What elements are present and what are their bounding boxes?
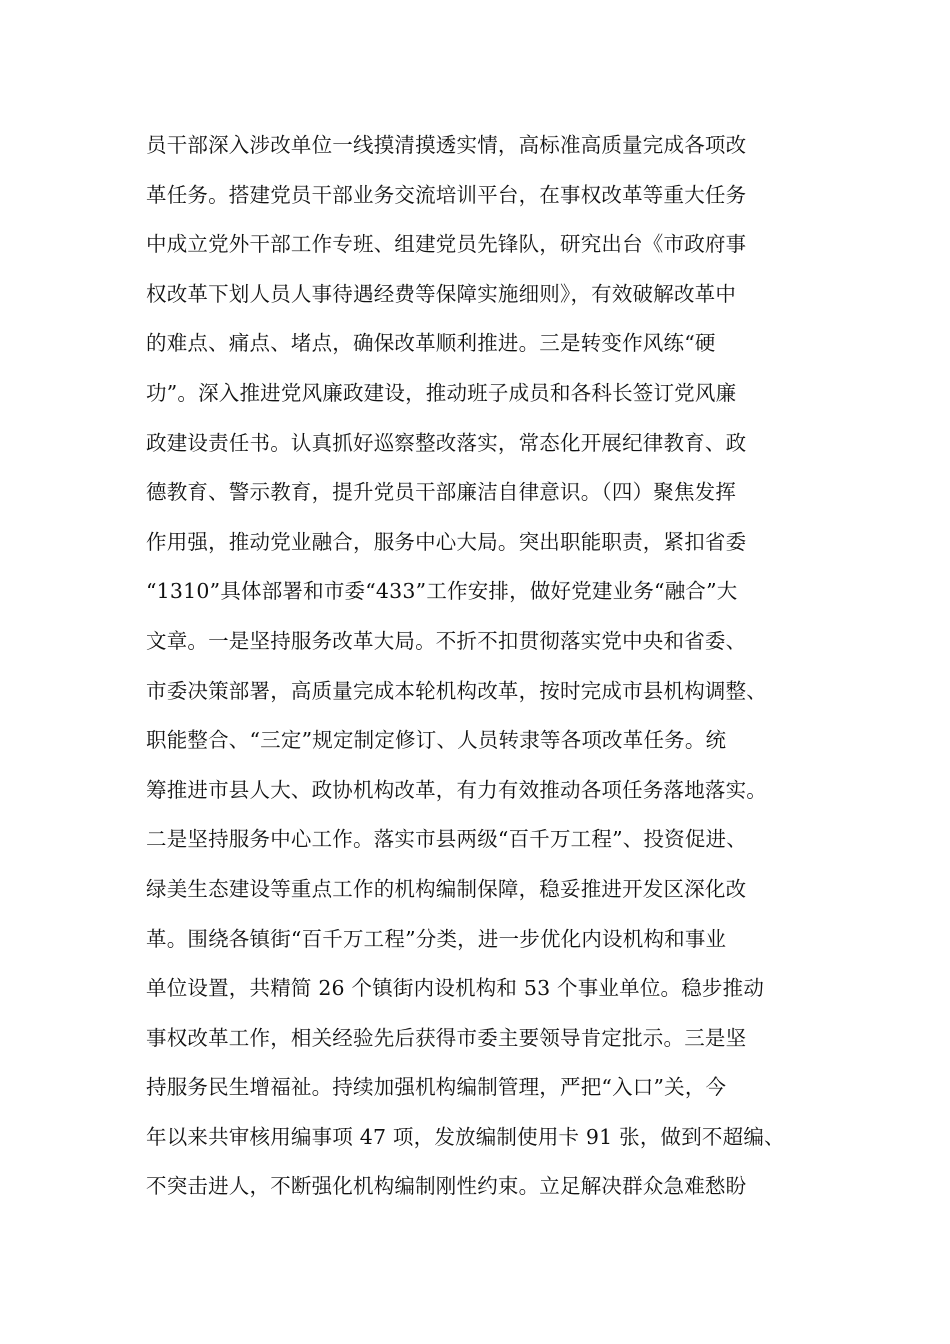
text-line: 作用强，推动党业融合，服务中心大局。突出职能职责，紧扣省委 [146, 529, 747, 554]
text-line: 中成立党外干部工作专班、组建党员先锋队，研究出台《市政府事 [146, 232, 747, 257]
text-line: 绿美生态建设等重点工作的机构编制保障，稳妥推进开发区深化改 [146, 876, 747, 901]
text-line: “1310”具体部署和市委“433”工作安排，做好党建业务“融合”大 [146, 579, 738, 604]
text-line: 事权改革工作，相关经验先后获得市委主要领导肯定批示。三是坚 [146, 1025, 747, 1050]
text-line: 功”。深入推进党风廉政建设，推动班子成员和各科长签订党风廉 [146, 380, 737, 405]
text-line: 的难点、痛点、堵点，确保改革顺利推进。三是转变作风练“硬 [146, 331, 716, 356]
text-line: 单位设置，共精简 26 个镇街内设机构和 53 个事业单位。稳步推动 [146, 976, 765, 1001]
text-line: 革。围绕各镇街“百千万工程”分类，进一步优化内设机构和事业 [146, 926, 727, 951]
text-line: 职能整合、“三定”规定制定修订、人员转隶等各项改革任务。统 [146, 728, 727, 753]
text-line: 德教育、警示教育，提升党员干部廉洁自律意识。（四）聚焦发挥 [146, 480, 737, 505]
text-line: 文章。一是坚持服务改革大局。不折不扣贯彻落实党中央和省委、 [146, 628, 747, 653]
body-paragraph [146, 132, 836, 1223]
text-line: 不突击进人，不断强化机构编制刚性约束。立足解决群众急难愁盼 [146, 1174, 747, 1199]
text-line: 筹推进市县人大、政协机构改革，有力有效推动各项任务落地落实。 [146, 777, 767, 802]
text-line: 权改革下划人员人事待遇经费等保障实施细则》，有效破解改革中 [146, 281, 737, 306]
text-line: 员干部深入涉改单位一线摸清摸透实情，高标准高质量完成各项改 [146, 133, 747, 157]
text-line: 年以来共审核用编事项 47 项，发放编制使用卡 91 张，做到不超编、 [146, 1124, 785, 1149]
text-line: 革任务。搭建党员干部业务交流培训平台，在事权改革等重大任务 [146, 182, 747, 207]
text-line: 二是坚持服务中心工作。落实市县两级“百千万工程”、投资促进、 [146, 827, 747, 852]
text-line: 市委决策部署，高质量完成本轮机构改革，按时完成市县机构调整、 [146, 678, 767, 703]
text-line: 持服务民生增福祉。持续加强机构编制管理，严把“入口”关，今 [146, 1075, 727, 1100]
text-line: 政建设责任书。认真抓好巡察整改落实，常态化开展纪律教育、政 [146, 430, 747, 455]
